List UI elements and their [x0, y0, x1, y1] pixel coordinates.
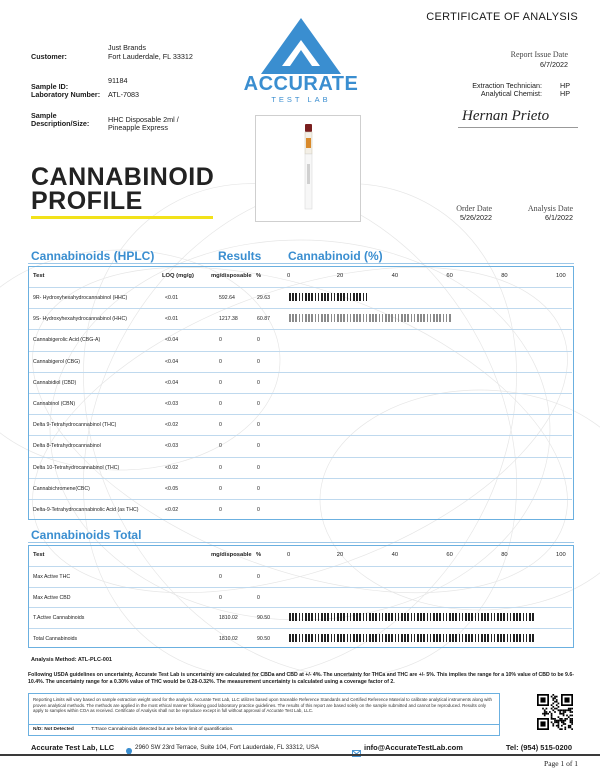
hplc-axis-tick-20: 20 [336, 273, 344, 279]
cell-test: Delta-9-Tetrahydrocannabinolic Acid (as THC) [33, 507, 139, 513]
disclaimer-text: Reporting Limits will vary based on sample extraction weight used for the analysis. Accurate Test Lab, LLC utilizes based upon traceable Reference Standards and Certified Reference Material to calibrate analytical instruments along with proven analytical methods. The methods are applied in the most ethical manner following good laboratory practice guidelines. The results of this report are based solely on the sample submitted and cannot be reproduced. Results only apply to samples within COA as received. Certificate of Analysis shall not be reproduce except in full without approval of Accurate Test Lab, LLC. [33, 697, 492, 714]
cell-mg: 0 [219, 464, 222, 471]
logo-wordmark: ACCURATE [243, 73, 359, 95]
totals-axis-tick-40: 40 [391, 552, 399, 558]
table-row [29, 435, 572, 456]
footer-address-pin-icon [126, 743, 132, 751]
table-row [29, 329, 572, 350]
cell-mg: 1217.38 [219, 316, 238, 323]
hplc-axis-tick-80: 80 [501, 273, 508, 279]
cell-pct: 0 [257, 485, 260, 492]
cell-mg: 0 [219, 485, 222, 492]
document-title: CERTIFICATE OF ANALYSIS [426, 11, 578, 23]
sample-id-label: Sample ID: [31, 82, 69, 91]
order-date-label: Order Date [456, 204, 492, 213]
signature: Hernan Prieto [462, 108, 550, 124]
totals-table [28, 545, 574, 648]
cell-test: Delta 10-Tetrahydrocannabinol (THC) [33, 464, 120, 471]
sample-description-line2: Pineapple Express [108, 123, 168, 132]
cell-loq: <0.02 [165, 464, 179, 471]
totals-bar-3 [289, 634, 533, 642]
row-divider [29, 414, 572, 415]
row-divider [29, 351, 572, 352]
cell-loq: <0.04 [165, 379, 179, 386]
row-divider [29, 393, 572, 394]
table-header [29, 267, 572, 287]
row-divider [29, 457, 572, 458]
logo-triangle-icon [236, 16, 366, 78]
table-row [29, 287, 572, 308]
lab-number-value: ATL-7083 [108, 90, 140, 99]
table-row [29, 457, 572, 478]
disclaimer-divider [29, 724, 499, 725]
totals-row [29, 628, 572, 649]
cell-pct: 90.50 [257, 615, 270, 621]
customer-address: Fort Lauderdale, FL 33312 [108, 52, 193, 61]
cell-test: Total Cannabinoids [33, 635, 78, 642]
profile-title-underline [31, 216, 213, 219]
signature-line [458, 127, 578, 128]
cell-test: Cannabichromene(CBC) [33, 485, 90, 492]
cell-pct: 0 [257, 464, 260, 471]
cell-mg: 592.64 [219, 295, 235, 301]
legend-trace: T:Trace Cannabinoids detected but are below limit of quantification. [91, 727, 234, 732]
hplc-axis-tick-0: 0 [287, 273, 291, 279]
hplc-section-divider [28, 263, 574, 264]
cell-mg: 1810.02 [219, 635, 238, 642]
row-divider [29, 308, 572, 309]
hplc-bar-0 [289, 293, 366, 301]
cell-loq: <0.04 [165, 337, 179, 344]
results-section-title: Results [218, 249, 262, 263]
hplc-results-table [28, 266, 574, 520]
footer-bar [0, 754, 600, 756]
hplc-axis-tick-100: 100 [556, 273, 566, 279]
hplc-section-title: Cannabinoids (HPLC) [31, 249, 155, 263]
cell-mg: 0 [219, 401, 222, 407]
lab-number-label: Laboratory Number: [31, 90, 101, 99]
cell-pct: 0 [257, 443, 260, 450]
totals-col-pct: % [256, 552, 262, 558]
cell-mg: 0 [219, 422, 222, 429]
row-divider [29, 372, 572, 373]
cell-test: 9R- Hydroxyhexahydrocannabinol (HHC) [33, 295, 128, 301]
chart-section-title: Cannabinoid (%) [288, 249, 383, 263]
cell-loq: <0.02 [165, 507, 179, 513]
col-mg: mg/disposable [211, 273, 252, 279]
totals-table-header [29, 546, 572, 566]
cell-test: Delta 9-Tetrahydrocannabinol (THC) [33, 422, 117, 429]
extraction-tech-value: HP [560, 81, 570, 90]
cell-loq: <0.02 [165, 422, 179, 429]
table-row [29, 393, 572, 414]
col-loq: LOQ (mg/g) [162, 273, 194, 279]
sample-description-label: Sample Description/Size: [31, 111, 90, 128]
totals-axis-tick-60: 60 [446, 552, 453, 558]
cell-mg: 0 [219, 337, 222, 344]
cell-pct: 0 [257, 401, 260, 407]
footer-address: 2960 SW 23rd Terrace, Suite 104, Fort Lauderdale, FL 33312, USA [135, 744, 320, 751]
report-issue-date: 6/7/2022 [540, 60, 568, 69]
analysis-method: Analysis Method: ATL-PLC-001 [31, 657, 112, 663]
totals-section-divider [28, 542, 574, 543]
cell-pct: 60.87 [257, 316, 270, 323]
hplc-bar-1 [289, 314, 452, 322]
cell-test: Max Active CBD [33, 594, 71, 601]
totals-row [29, 607, 572, 628]
totals-col-test: Test [33, 552, 45, 558]
cell-pct: 0 [257, 422, 260, 429]
cell-mg: 1810.02 [219, 615, 238, 621]
hplc-axis-tick-60: 60 [446, 273, 453, 279]
cell-pct: 0 [257, 379, 260, 386]
analysis-date-value: 6/1/2022 [545, 213, 573, 222]
row-divider [29, 628, 572, 629]
customer-name: Just Brands [108, 43, 146, 52]
cell-pct: 29.63 [257, 295, 270, 301]
qr-code-icon [537, 694, 573, 730]
cell-pct: 0 [257, 507, 260, 513]
profile-title-line2: PROFILE [31, 187, 143, 215]
totals-bar-2 [289, 613, 533, 621]
footer-phone: Tel: (954) 515-0200 [505, 743, 572, 752]
cell-test: 9S- Hydroxyhexahydrocannabinol (HHC) [33, 316, 127, 323]
hplc-axis-tick-40: 40 [391, 273, 399, 279]
cell-pct: 0 [257, 337, 260, 344]
page-number: Page 1 of 1 [544, 759, 578, 768]
totals-col-mg: mg/disposable [211, 552, 252, 558]
row-divider [29, 329, 572, 330]
usda-uncertainty-note: Following USDA guidelines on uncertainty, Accurate Test Lab is uncertainty are calculated for CBDa and CBD at +/- 4%. The uncertainty for THCa and THC are +/- 5%. This implies the range for a 10% value of CBD to be 9.6-10.4%. The uncertainty range for a 0.30% value of THC would be 0.28-0.32%. The measurement uncertainty is calculated using a coverage factor of 2. [28, 672, 574, 685]
analytical-chemist-value: HP [560, 89, 570, 98]
cell-test: Cannabidiol (CBD) [33, 379, 77, 386]
cell-mg: 0 [219, 507, 222, 513]
cell-mg: 0 [219, 594, 222, 601]
cell-pct: 90.50 [257, 635, 270, 642]
totals-section-title: Cannabinoids Total [31, 528, 142, 542]
legend-nd: N/D: Not Detected [33, 727, 74, 732]
row-divider [29, 499, 572, 500]
cell-pct: 0 [257, 594, 260, 601]
order-date-value: 5/26/2022 [460, 213, 492, 222]
cell-loq: <0.04 [165, 358, 179, 365]
table-row [29, 414, 572, 435]
extraction-tech-label: Extraction Technician: [472, 81, 542, 90]
cell-test: Cannabigerol (CBG) [33, 358, 80, 365]
cell-loq: <0.05 [165, 485, 179, 492]
totals-axis-tick-20: 20 [336, 552, 344, 558]
cell-mg: 0 [219, 443, 222, 450]
cell-test: Max Active THC [33, 574, 71, 580]
totals-row [29, 587, 572, 608]
col-pct: % [256, 273, 262, 279]
row-divider [29, 287, 572, 288]
analytical-chemist-label: Analytical Chemist: [480, 89, 542, 98]
footer-email-icon [352, 744, 361, 751]
cell-test: Delta 8-Tetrahydrocannabinol [33, 443, 101, 450]
sample-photo [255, 115, 361, 222]
row-divider [29, 607, 572, 608]
cell-mg: 0 [219, 358, 222, 365]
cell-loq: <0.03 [165, 443, 179, 450]
sample-id-value: 91184 [108, 76, 128, 85]
cell-pct: 0 [257, 358, 260, 365]
table-row [29, 478, 572, 499]
totals-axis-tick-80: 80 [501, 552, 508, 558]
cell-loq: <0.01 [165, 316, 179, 323]
table-row [29, 308, 572, 329]
row-divider [29, 566, 572, 567]
disclaimer-box [28, 693, 500, 736]
totals-axis-tick-0: 0 [287, 552, 291, 558]
logo-subtitle: TEST LAB [271, 95, 331, 104]
cell-test: T.Active Cannabinoids [33, 615, 85, 621]
cell-test: Cannabigerolic Acid (CBG-A) [33, 337, 101, 344]
col-test: Test [33, 273, 45, 279]
cell-mg: 0 [219, 379, 222, 386]
analysis-date-label: Analysis Date [527, 204, 573, 213]
totals-axis-tick-100: 100 [556, 552, 566, 558]
row-divider [29, 587, 572, 588]
row-divider [29, 478, 572, 479]
footer-company: Accurate Test Lab, LLC [31, 743, 115, 752]
cell-mg: 0 [219, 574, 222, 580]
table-row [29, 499, 572, 520]
profile-title-line1: CANNABINOID [31, 163, 215, 191]
cell-test: Cannabinol (CBN) [33, 401, 76, 407]
cell-pct: 0 [257, 574, 260, 580]
totals-row [29, 566, 572, 587]
customer-label: Customer: [31, 52, 67, 61]
table-row [29, 351, 572, 372]
company-logo [236, 16, 366, 104]
table-row [29, 372, 572, 393]
cell-loq: <0.01 [165, 295, 179, 301]
sample-description-line1: HHC Disposable 2ml / [108, 115, 179, 124]
row-divider [29, 435, 572, 436]
cell-loq: <0.03 [165, 401, 179, 407]
vape-pen-image [256, 116, 362, 223]
report-issue-label: Report Issue Date [510, 50, 568, 59]
footer-email[interactable]: info@AccurateTestLab.com [364, 743, 463, 752]
